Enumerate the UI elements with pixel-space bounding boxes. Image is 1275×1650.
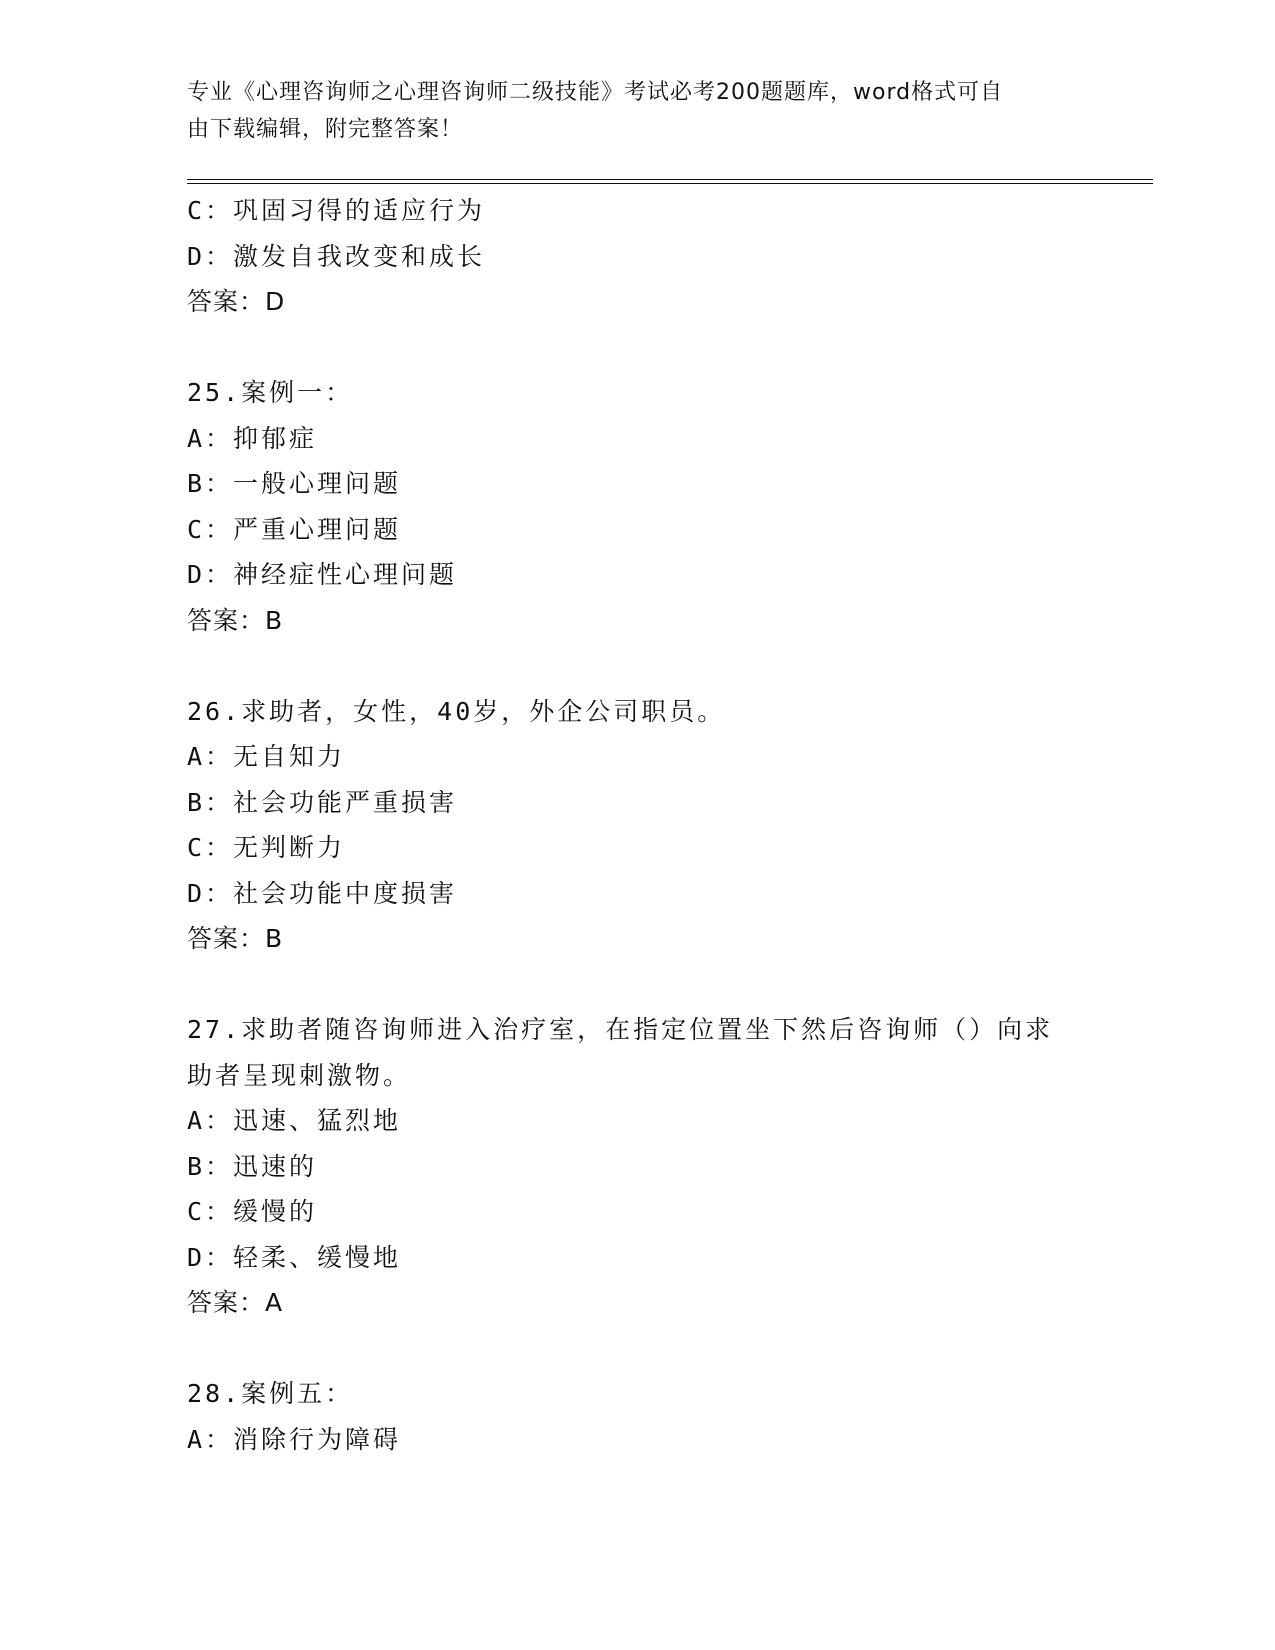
option-b: B：社会功能严重损害 [187, 787, 458, 817]
question-prev [187, 188, 1087, 325]
question-28 [187, 1371, 1087, 1462]
option-a: A：迅速、猛烈地 [187, 1106, 402, 1135]
option-d: D：轻柔、缓慢地 [187, 1242, 402, 1272]
option-c: C：缓慢的 [187, 1197, 318, 1226]
option-d: D：激发自我改变和成长 [187, 241, 486, 271]
question-25 [187, 370, 1087, 643]
answer: 答案：D [187, 287, 286, 316]
answer: 答案：A [187, 1288, 284, 1317]
question-stem-line-1: 27.求助者随咨询师进入治疗室，在指定位置坐下然后咨询师（）向求 [187, 1015, 1054, 1044]
answer: 答案：B [187, 605, 284, 635]
option-a: A：消除行为障碍 [187, 1424, 402, 1454]
option-c: C：严重心理问题 [187, 514, 402, 544]
option-b: B：一般心理问题 [187, 469, 402, 498]
option-d: D：神经症性心理问题 [187, 560, 458, 589]
header-divider-bottom [187, 183, 1153, 184]
option-c: C：巩固习得的适应行为 [187, 196, 486, 225]
question-stem-line-2: 助者呈现刺激物。 [187, 1060, 412, 1090]
option-c: C：无判断力 [187, 833, 346, 862]
question-stem: 26.求助者，女性，40岁，外企公司职员。 [187, 696, 726, 726]
question-stem: 25.案例一： [187, 378, 354, 407]
header-line-2: 由下载编辑，附完整答案！ [187, 117, 464, 142]
answer: 答案：B [187, 924, 284, 953]
option-a: A：抑郁症 [187, 423, 318, 453]
question-list [187, 188, 1087, 1462]
header-divider-top [187, 179, 1153, 180]
question-stem: 28.案例五： [187, 1379, 354, 1408]
option-a: A：无自知力 [187, 742, 346, 771]
question-26 [187, 689, 1087, 962]
option-d: D：社会功能中度损害 [187, 878, 458, 908]
option-b: B：迅速的 [187, 1151, 318, 1181]
question-27 [187, 1007, 1087, 1326]
document-header [187, 74, 1067, 148]
header-line-1: 专业《心理咨询师之心理咨询师二级技能》考试必考200题题库，word格式可自 [187, 80, 1004, 105]
